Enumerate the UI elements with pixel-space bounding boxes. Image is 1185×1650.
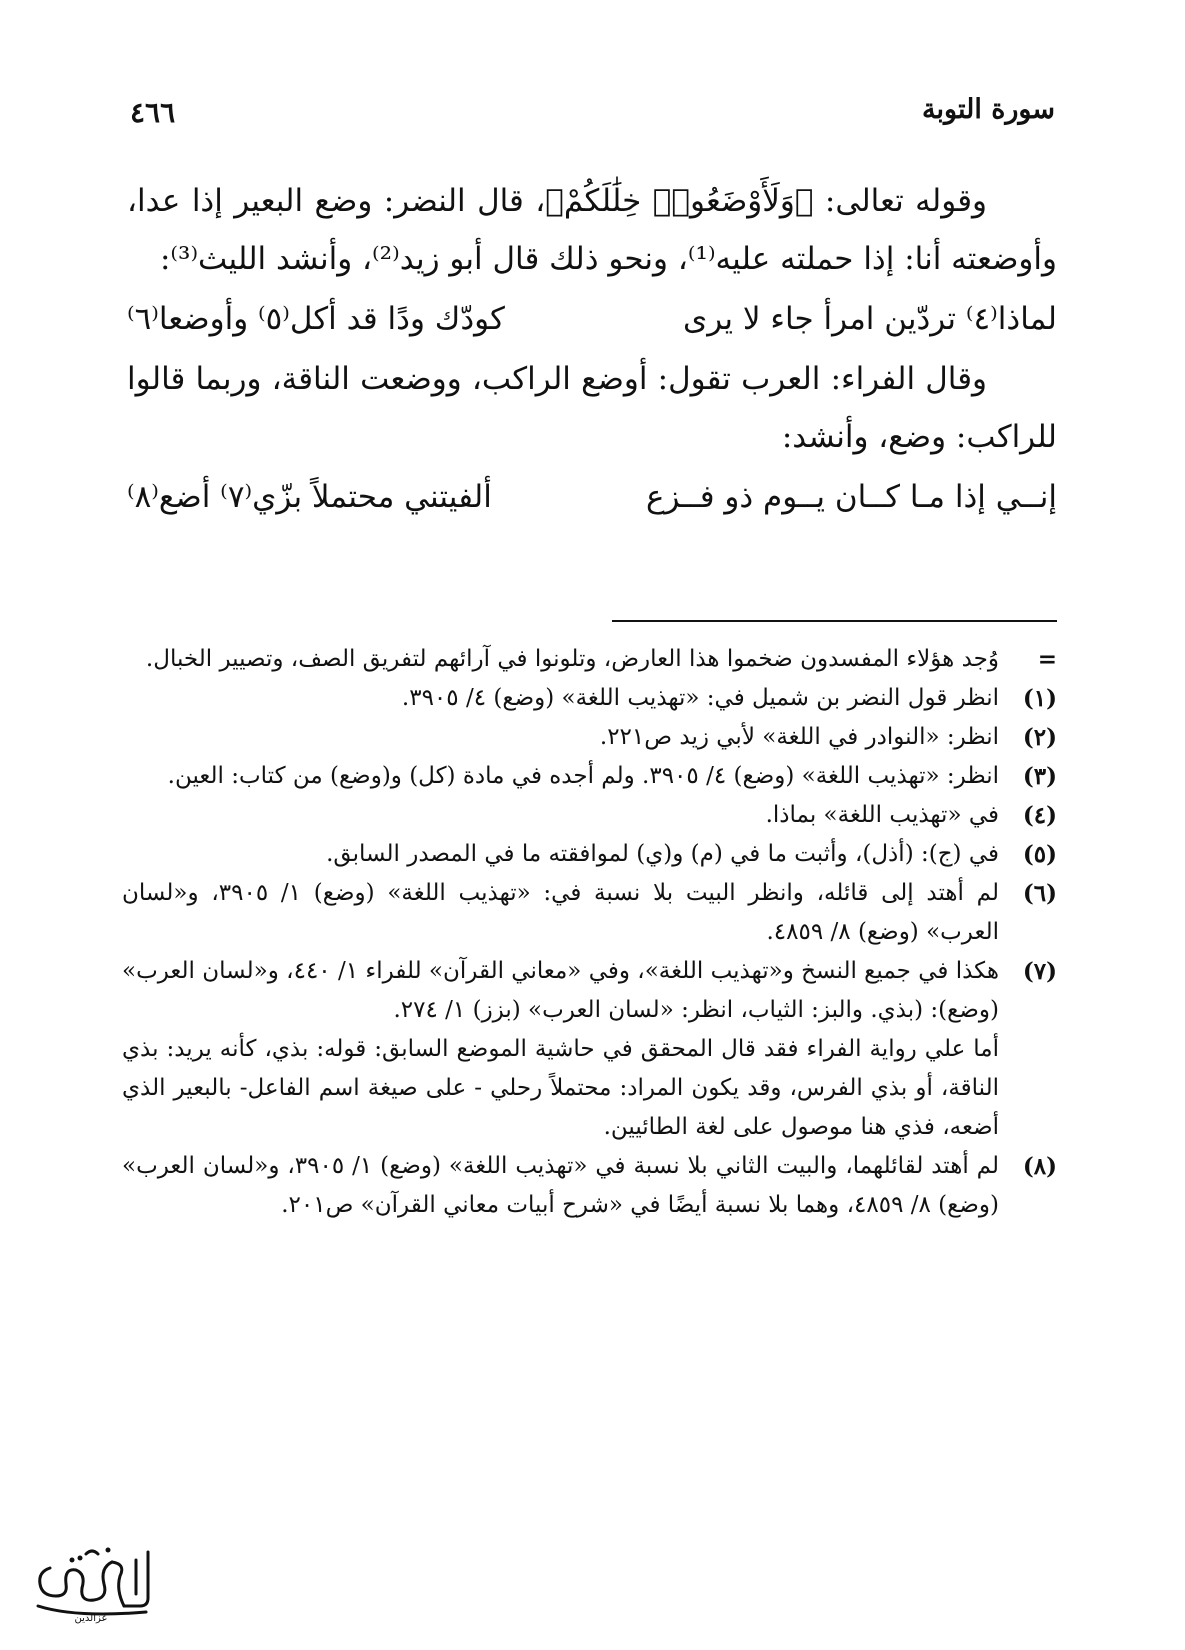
footnote-text: وُجد هؤلاء المفسدون ضخموا هذا العارض، وتلونوا في آرائهم لتفريق الصف، وتصيير الخبال. [145,646,999,672]
footnote-number: (٤) [1022,802,1057,829]
footnote-number: (٨) [1022,1153,1057,1180]
footnote-text: انظر: «تهذيب اللغة» (وضع) ٤/ ٣٩٠٥. ولم أجده في مادة (كل) و(وضع) من كتاب: العين. [167,763,999,789]
footnote-number: (٥) [1022,841,1057,868]
footnote-text: هكذا في جميع النسخ و«تهذيب اللغة»، وفي «معاني القرآن» للفراء ١/ ٤٤٠، و«لسان العرب» (وضع): (بذي. والبز: الثياب، انظر: «لسان العرب» (بزز) ١/ ٢٧٤. [122,958,999,1023]
footnote-divider [612,620,1057,622]
page-number: ٤٦٦ [130,96,176,129]
footnote-text: في (ج): (أذل)، وأثبت ما في (م) و(ي) لموافقته ما في المصدر السابق. [326,841,999,867]
footnote-3 [122,757,1057,796]
paragraph-1: وقوله تعالى: ﴿وَلَأَوْضَعُوا۟ خِلَٰلَكُمْ﴾، قال النضر: وضع البعير إذا عدا، وأوضعته أنا: إذا حملته عليه⁽¹⁾، ونحو ذلك قال أبو زيد⁽²⁾، وأنشد الليث⁽³⁾: [127,183,1057,277]
footnote-text: انظر قول النضر بن شميل في: «تهذيب اللغة» (وضع) ٤/ ٣٩٠٥. [401,685,999,711]
footnote-2 [122,718,1057,757]
footnote-6 [122,874,1057,952]
poetry-verse-2 [127,466,1057,528]
footnote-number: (٣) [1022,763,1057,790]
footnote-number: (٧) [1022,958,1057,985]
page-header [130,86,1055,136]
main-text [127,172,1057,528]
footnote-4 [122,796,1057,835]
footnote-5 [122,835,1057,874]
logo-subtext: عزالدين [74,1613,108,1624]
footnotes [122,640,1057,1225]
verse-1-first-hemistich: لماذا⁽٤⁾ تردّين امرأ جاء لا يرى [683,301,1057,337]
publisher-logo [16,1532,166,1624]
footnote-8 [122,1147,1057,1225]
surah-title: سورة التوبة [922,94,1055,125]
footnote-number: (١) [1022,685,1057,712]
paragraph-2: وقال الفراء: العرب تقول: أوضع الراكب، ووضعت الناقة، وربما قالوا للراكب: وضع، وأنشد: [127,361,1057,455]
footnote-text: في «تهذيب اللغة» بماذا. [765,802,999,828]
footnote-text: انظر: «النوادر في اللغة» لأبي زيد ص٢٢١. [599,724,999,750]
footnote-continuation: أما علي رواية الفراء فقد قال المحقق في حاشية الموضع السابق: قوله: بذي، كأنه يريد: بذي الناقة، أو بذي الفرس، وقد يكون المراد: محتملاً رحلي - على صيغة اسم الفاعل- بالبعير الذي أضعه، فذي هنا موصول على لغة الطائيين. [122,1036,999,1140]
footnote-7 [122,952,1057,1147]
verse-2-second-hemistich: ألفيتني محتملاً بزّي⁽٧⁾ أضع⁽٨⁾ [127,479,492,515]
footnote-number: (٦) [1022,880,1057,907]
verse-2-first-hemistich: إنــي إذا مـا كــان يــوم ذو فــزع [645,479,1057,515]
footnote-text: لم أهتد لقائلهما، والبيت الثاني بلا نسبة في «تهذيب اللغة» (وضع) ١/ ٣٩٠٥، و«لسان العرب» (وضع) ٨/ ٤٨٥٩، وهما بلا نسبة أيضًا في «شرح أبيات معاني القرآن» ص٢٠١. [122,1153,1000,1218]
footnote-carryover [122,640,1057,679]
footnote-1 [122,679,1057,718]
verse-1-second-hemistich: كودّك ودًا قد أكل⁽٥⁾ وأوضعا⁽٦⁾ [127,301,505,337]
footnote-number: (٢) [1022,724,1057,751]
poetry-verse-1 [127,288,1057,350]
footnote-marker: = [1037,646,1057,673]
footnote-text: لم أهتد إلى قائله، وانظر البيت بلا نسبة في: «تهذيب اللغة» (وضع) ١/ ٣٩٠٥، و«لسان العرب» (وضع) ٨/ ٤٨٥٩. [122,880,999,945]
